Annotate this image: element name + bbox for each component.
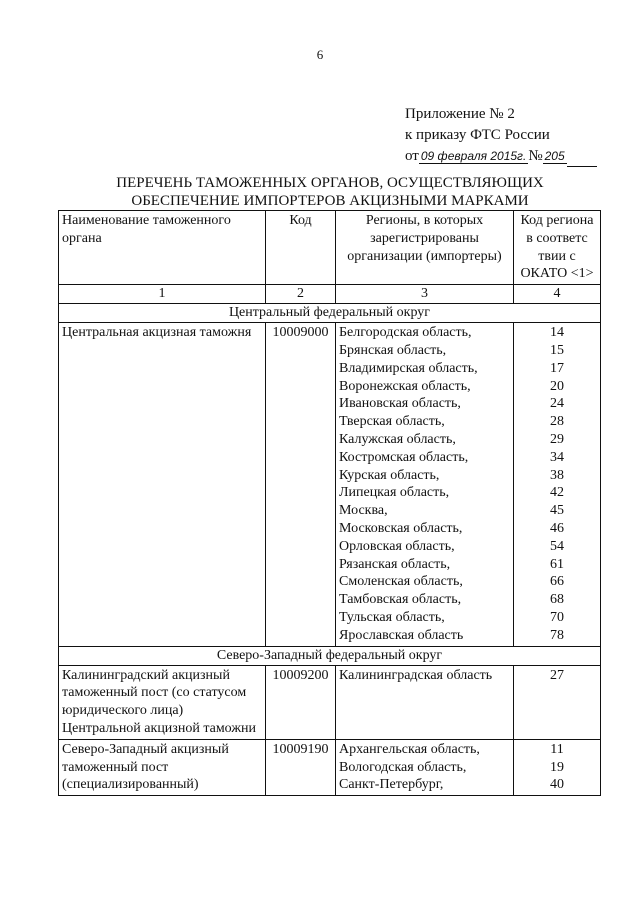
okato-code: 24 bbox=[550, 396, 564, 412]
region-name: Липецкая область, bbox=[339, 485, 450, 501]
okato-code: 78 bbox=[550, 627, 564, 643]
okato-code: 70 bbox=[550, 609, 564, 625]
organ-name: Центральная акцизная таможня bbox=[59, 323, 266, 646]
region-name: Тульская область, bbox=[339, 609, 445, 625]
okato-code: 45 bbox=[550, 503, 564, 519]
order-date: 09 февраля 2015г. bbox=[420, 149, 527, 163]
column-number: 3 bbox=[336, 285, 514, 304]
order-line bbox=[405, 146, 597, 167]
region-name: Смоленская область, bbox=[339, 574, 463, 590]
okato-code: 17 bbox=[550, 360, 564, 376]
region-name: Тамбовская область, bbox=[339, 592, 462, 608]
regions-cell bbox=[336, 323, 514, 646]
okato-code: 38 bbox=[550, 467, 564, 483]
organ-name: Северо-Западный акцизный таможенный пост (специализированный) bbox=[59, 739, 266, 795]
okato-code: 28 bbox=[550, 414, 564, 430]
region-name: Курская область, bbox=[339, 467, 440, 483]
column-number: 1 bbox=[59, 285, 266, 304]
order-underline bbox=[567, 152, 597, 167]
okato-code: 20 bbox=[550, 378, 564, 394]
okato-code: 54 bbox=[550, 538, 564, 554]
region-name: Орловская область, bbox=[339, 538, 455, 554]
region-name: Брянская область, bbox=[339, 342, 447, 358]
region-name: Санкт-Петербург, bbox=[339, 777, 444, 793]
header-okato: Код региона в соответс твии с ОКАТО <1> bbox=[514, 211, 601, 285]
district-row bbox=[59, 304, 601, 323]
table-row bbox=[59, 665, 601, 739]
district-name: Северо-Западный федеральный округ bbox=[59, 646, 601, 665]
region-name: Вологодская область, bbox=[339, 759, 467, 775]
okato-code: 66 bbox=[550, 574, 564, 590]
organ-name: Калининградский акцизный таможенный пост (со статусом юридического лица) Центральной акцизной таможни bbox=[59, 665, 266, 739]
header-code: Код bbox=[266, 211, 336, 285]
organ-code: 10009190 bbox=[266, 739, 336, 795]
order-number-prefix: № bbox=[528, 148, 543, 164]
region-name: Владимирская область, bbox=[339, 360, 478, 376]
okato-code: 34 bbox=[550, 449, 564, 465]
appendix-order-ref: к приказу ФТС России bbox=[405, 127, 550, 143]
column-number: 4 bbox=[514, 285, 601, 304]
regions-cell bbox=[336, 739, 514, 795]
header-organ-name: Наименование таможенного органа bbox=[59, 211, 266, 285]
organ-code: 10009200 bbox=[266, 665, 336, 739]
region-name: Калининградская область bbox=[339, 667, 493, 683]
appendix-title: Приложение № 2 bbox=[405, 106, 515, 122]
region-name: Ярославская область bbox=[339, 627, 464, 643]
region-name: Белгородская область, bbox=[339, 325, 472, 341]
region-name: Москва, bbox=[339, 503, 388, 519]
district-row bbox=[59, 646, 601, 665]
regions-cell bbox=[336, 665, 514, 739]
document-title-line-2: ОБЕСПЕЧЕНИЕ ИМПОРТЕРОВ АКЦИЗНЫМИ МАРКАМИ bbox=[131, 193, 529, 209]
okato-code: 15 bbox=[550, 342, 564, 358]
document-title bbox=[60, 174, 600, 210]
customs-table bbox=[58, 210, 601, 796]
header-row bbox=[59, 211, 601, 285]
page-number: 6 bbox=[316, 47, 324, 62]
okato-code: 68 bbox=[550, 592, 564, 608]
table-row bbox=[59, 739, 601, 795]
table-row bbox=[59, 323, 601, 646]
okato-cell bbox=[514, 665, 601, 739]
region-name: Рязанская область, bbox=[339, 556, 451, 572]
region-name: Воронежская область, bbox=[339, 378, 471, 394]
column-number-row bbox=[59, 285, 601, 304]
okato-cell bbox=[514, 323, 601, 646]
okato-code: 29 bbox=[550, 431, 564, 447]
table-body bbox=[59, 285, 601, 796]
okato-code: 27 bbox=[550, 667, 564, 683]
order-prefix: от bbox=[405, 148, 419, 164]
document-title-line-1: ПЕРЕЧЕНЬ ТАМОЖЕННЫХ ОРГАНОВ, ОСУЩЕСТВЛЯЮЩИХ bbox=[116, 175, 544, 191]
order-number: 205 bbox=[544, 149, 565, 163]
header-regions: Регионы, в которых зарегистрированы организации (импортеры) bbox=[336, 211, 514, 285]
region-name: Архангельская область, bbox=[339, 741, 480, 757]
region-name: Московская область, bbox=[339, 520, 463, 536]
organ-code: 10009000 bbox=[266, 323, 336, 646]
okato-code: 19 bbox=[550, 759, 564, 775]
region-name: Ивановская область, bbox=[339, 396, 461, 412]
district-name: Центральный федеральный округ bbox=[59, 304, 601, 323]
appendix-block bbox=[405, 104, 597, 167]
okato-code: 14 bbox=[550, 325, 564, 341]
okato-code: 46 bbox=[550, 520, 564, 536]
okato-code: 40 bbox=[550, 777, 564, 793]
region-name: Костромская область, bbox=[339, 449, 469, 465]
okato-cell bbox=[514, 739, 601, 795]
okato-code: 42 bbox=[550, 485, 564, 501]
okato-code: 61 bbox=[550, 556, 564, 572]
okato-code: 11 bbox=[550, 741, 564, 757]
region-name: Калужская область, bbox=[339, 431, 456, 447]
column-number: 2 bbox=[266, 285, 336, 304]
region-name: Тверская область, bbox=[339, 414, 445, 430]
